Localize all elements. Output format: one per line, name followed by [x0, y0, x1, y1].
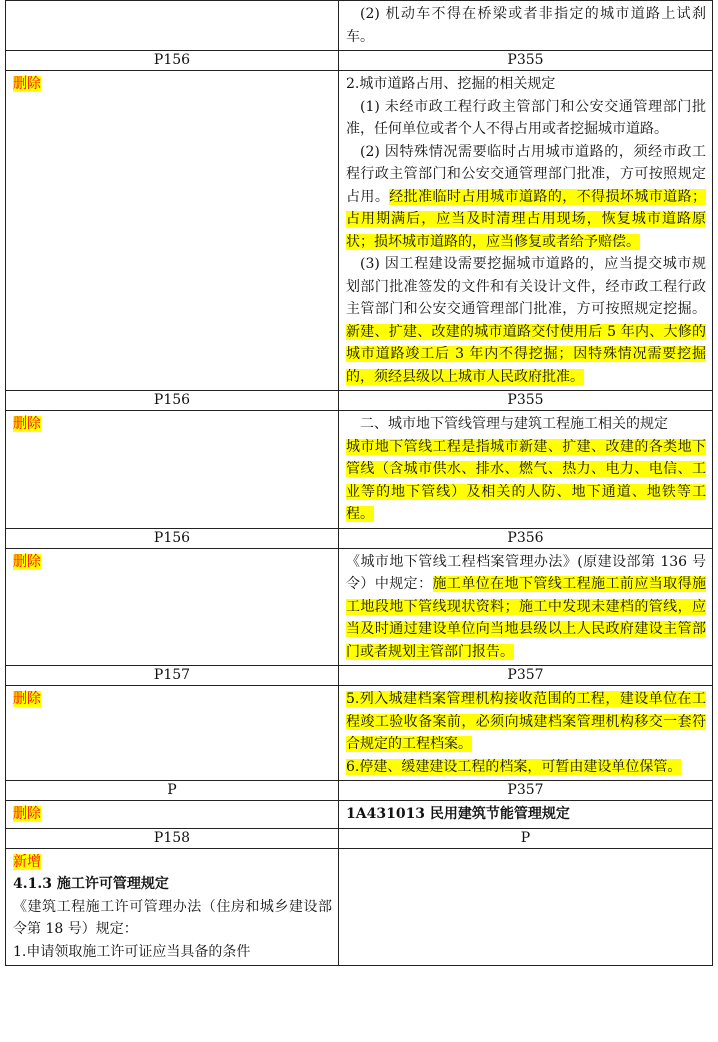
paragraph	[346, 803, 706, 826]
old-content-cell	[6, 1, 339, 51]
paragraph	[13, 896, 332, 941]
status-tag-line	[13, 803, 332, 826]
new-page-ref: P357	[339, 781, 713, 801]
status-tag: 删除	[13, 76, 41, 92]
new-page-ref: P357	[339, 666, 713, 686]
old-content-cell	[6, 686, 339, 781]
text-segment: 《城市地下管线工程档案管理办法》(原建设部第 136 号令）中规定：	[346, 553, 706, 592]
paragraph	[346, 688, 706, 756]
status-tag: 删除	[13, 553, 41, 570]
status-tag: 删除	[13, 416, 41, 432]
highlighted-text: 城市地下管线工程是指城市新建、扩建、改建的各类地下管线（含城市供水、排水、燃气、热力、电力、电信、工业等的地下管线）及相关的人防、地下通道、地铁等工程。	[346, 438, 706, 522]
highlighted-text: 施工单位在地下管线工程施工前应当取得施工地段地下管线现状资料；施工中发现未建档的管线，应当及时通过建设单位向当地县级以上人民政府建设主管部门或者规划主管部门报告。	[346, 576, 706, 660]
text-segment: (2) 机动车不得在桥梁或者非指定的城市道路上试刹车。	[346, 6, 706, 45]
text-segment: 2.城市道路占用、挖掘的相关规定	[346, 76, 556, 92]
text-segment: 《建筑工程施工许可管理办法（住房和城乡建设部令第 18 号）规定：	[13, 898, 332, 937]
paragraph	[13, 873, 332, 896]
text-segment: (1) 未经市政工程行政主管部门和公安交通管理部门批准，任何单位或者个人不得占用或者挖掘城市道路。	[346, 98, 706, 137]
old-content-cell	[6, 548, 339, 666]
paragraph	[346, 413, 706, 436]
new-page-ref: P	[339, 828, 713, 848]
text-segment: (3) 因工程建设需要挖掘城市道路的，应当提交城市规划部门批准签发的文件和有关设计文件，经市政工程行政主管部门和公安交通管理部门批准，方可按照规定挖掘。	[346, 256, 706, 317]
new-page-ref: P355	[339, 391, 713, 411]
old-page-ref: P156	[6, 51, 339, 71]
paragraph	[346, 3, 706, 48]
old-content-cell	[6, 801, 339, 829]
new-page-ref: P355	[339, 51, 713, 71]
old-content-cell	[6, 848, 339, 966]
new-content-cell	[339, 1, 713, 51]
status-tag-line	[13, 413, 332, 436]
new-page-ref: P356	[339, 528, 713, 548]
new-content-cell	[339, 548, 713, 666]
text-segment: (2) 因特殊情况需要临时占用城市道路的，须经市政工程行政主管部门和公安交通管理部门批准，方可按照规定占用。	[346, 143, 706, 205]
paragraph	[346, 141, 706, 254]
content-row	[6, 548, 713, 666]
status-tag: 删除	[13, 806, 41, 822]
status-tag: 删除	[13, 691, 41, 707]
content-row	[6, 71, 713, 391]
page-ref-row	[6, 828, 713, 848]
new-content-cell	[339, 801, 713, 829]
highlighted-text: 新建、扩建、改建的城市道路交付使用后 5 年内、大修的城市道路竣工后 3 年内不得挖掘；因特殊情况需要挖掘的，须经县级以上城市人民政府批准。	[346, 323, 706, 385]
paragraph	[346, 551, 706, 664]
content-row	[6, 686, 713, 781]
old-content-cell	[6, 71, 339, 391]
table-body	[6, 1, 713, 966]
new-content-cell	[339, 411, 713, 529]
status-tag-line	[13, 551, 332, 574]
status-tag-line	[13, 73, 332, 96]
page-ref-row	[6, 391, 713, 411]
paragraph	[346, 436, 706, 526]
text-segment: 二、城市地下管线管理与建筑工程施工相关的规定	[360, 416, 668, 432]
status-tag: 新增	[13, 853, 41, 870]
text-segment: 4.1.3 施工许可管理规定	[13, 876, 169, 892]
page-ref-row	[6, 781, 713, 801]
status-tag-line	[13, 688, 332, 711]
page-ref-row	[6, 51, 713, 71]
revision-comparison-table	[5, 0, 713, 966]
old-content-cell	[6, 411, 339, 529]
content-row	[6, 411, 713, 529]
paragraph	[13, 941, 332, 964]
highlighted-text: 5.列入城建档案管理机构接收范围的工程，建设单位在工程竣工验收备案前，必须向城建档案管理机构移交一套符合规定的工程档案。	[346, 691, 706, 752]
highlighted-text: 6.停建、缓建建设工程的档案，可暂由建设单位保管。	[346, 758, 682, 775]
new-content-cell	[339, 71, 713, 391]
content-row	[6, 848, 713, 966]
old-page-ref: P	[6, 781, 339, 801]
paragraph	[346, 253, 706, 388]
paragraph	[346, 73, 706, 96]
text-segment: 1.申请领取施工许可证应当具备的条件	[13, 943, 251, 960]
status-tag-line	[13, 851, 332, 874]
new-content-cell	[339, 686, 713, 781]
paragraph	[346, 756, 706, 779]
page-ref-row	[6, 666, 713, 686]
old-page-ref: P156	[6, 528, 339, 548]
old-page-ref: P156	[6, 391, 339, 411]
old-page-ref: P157	[6, 666, 339, 686]
content-row	[6, 801, 713, 829]
content-row	[6, 1, 713, 51]
text-segment: 1A431013 民用建筑节能管理规定	[346, 806, 570, 822]
page-ref-row	[6, 528, 713, 548]
highlighted-text: 经批准临时占用城市道路的，不得损坏城市道路；占用期满后，应当及时清理占用现场，恢复城市道路原状；损坏城市道路的，应当修复或者给予赔偿。	[346, 188, 706, 250]
old-page-ref: P158	[6, 828, 339, 848]
paragraph	[346, 96, 706, 141]
new-content-cell	[339, 848, 713, 966]
